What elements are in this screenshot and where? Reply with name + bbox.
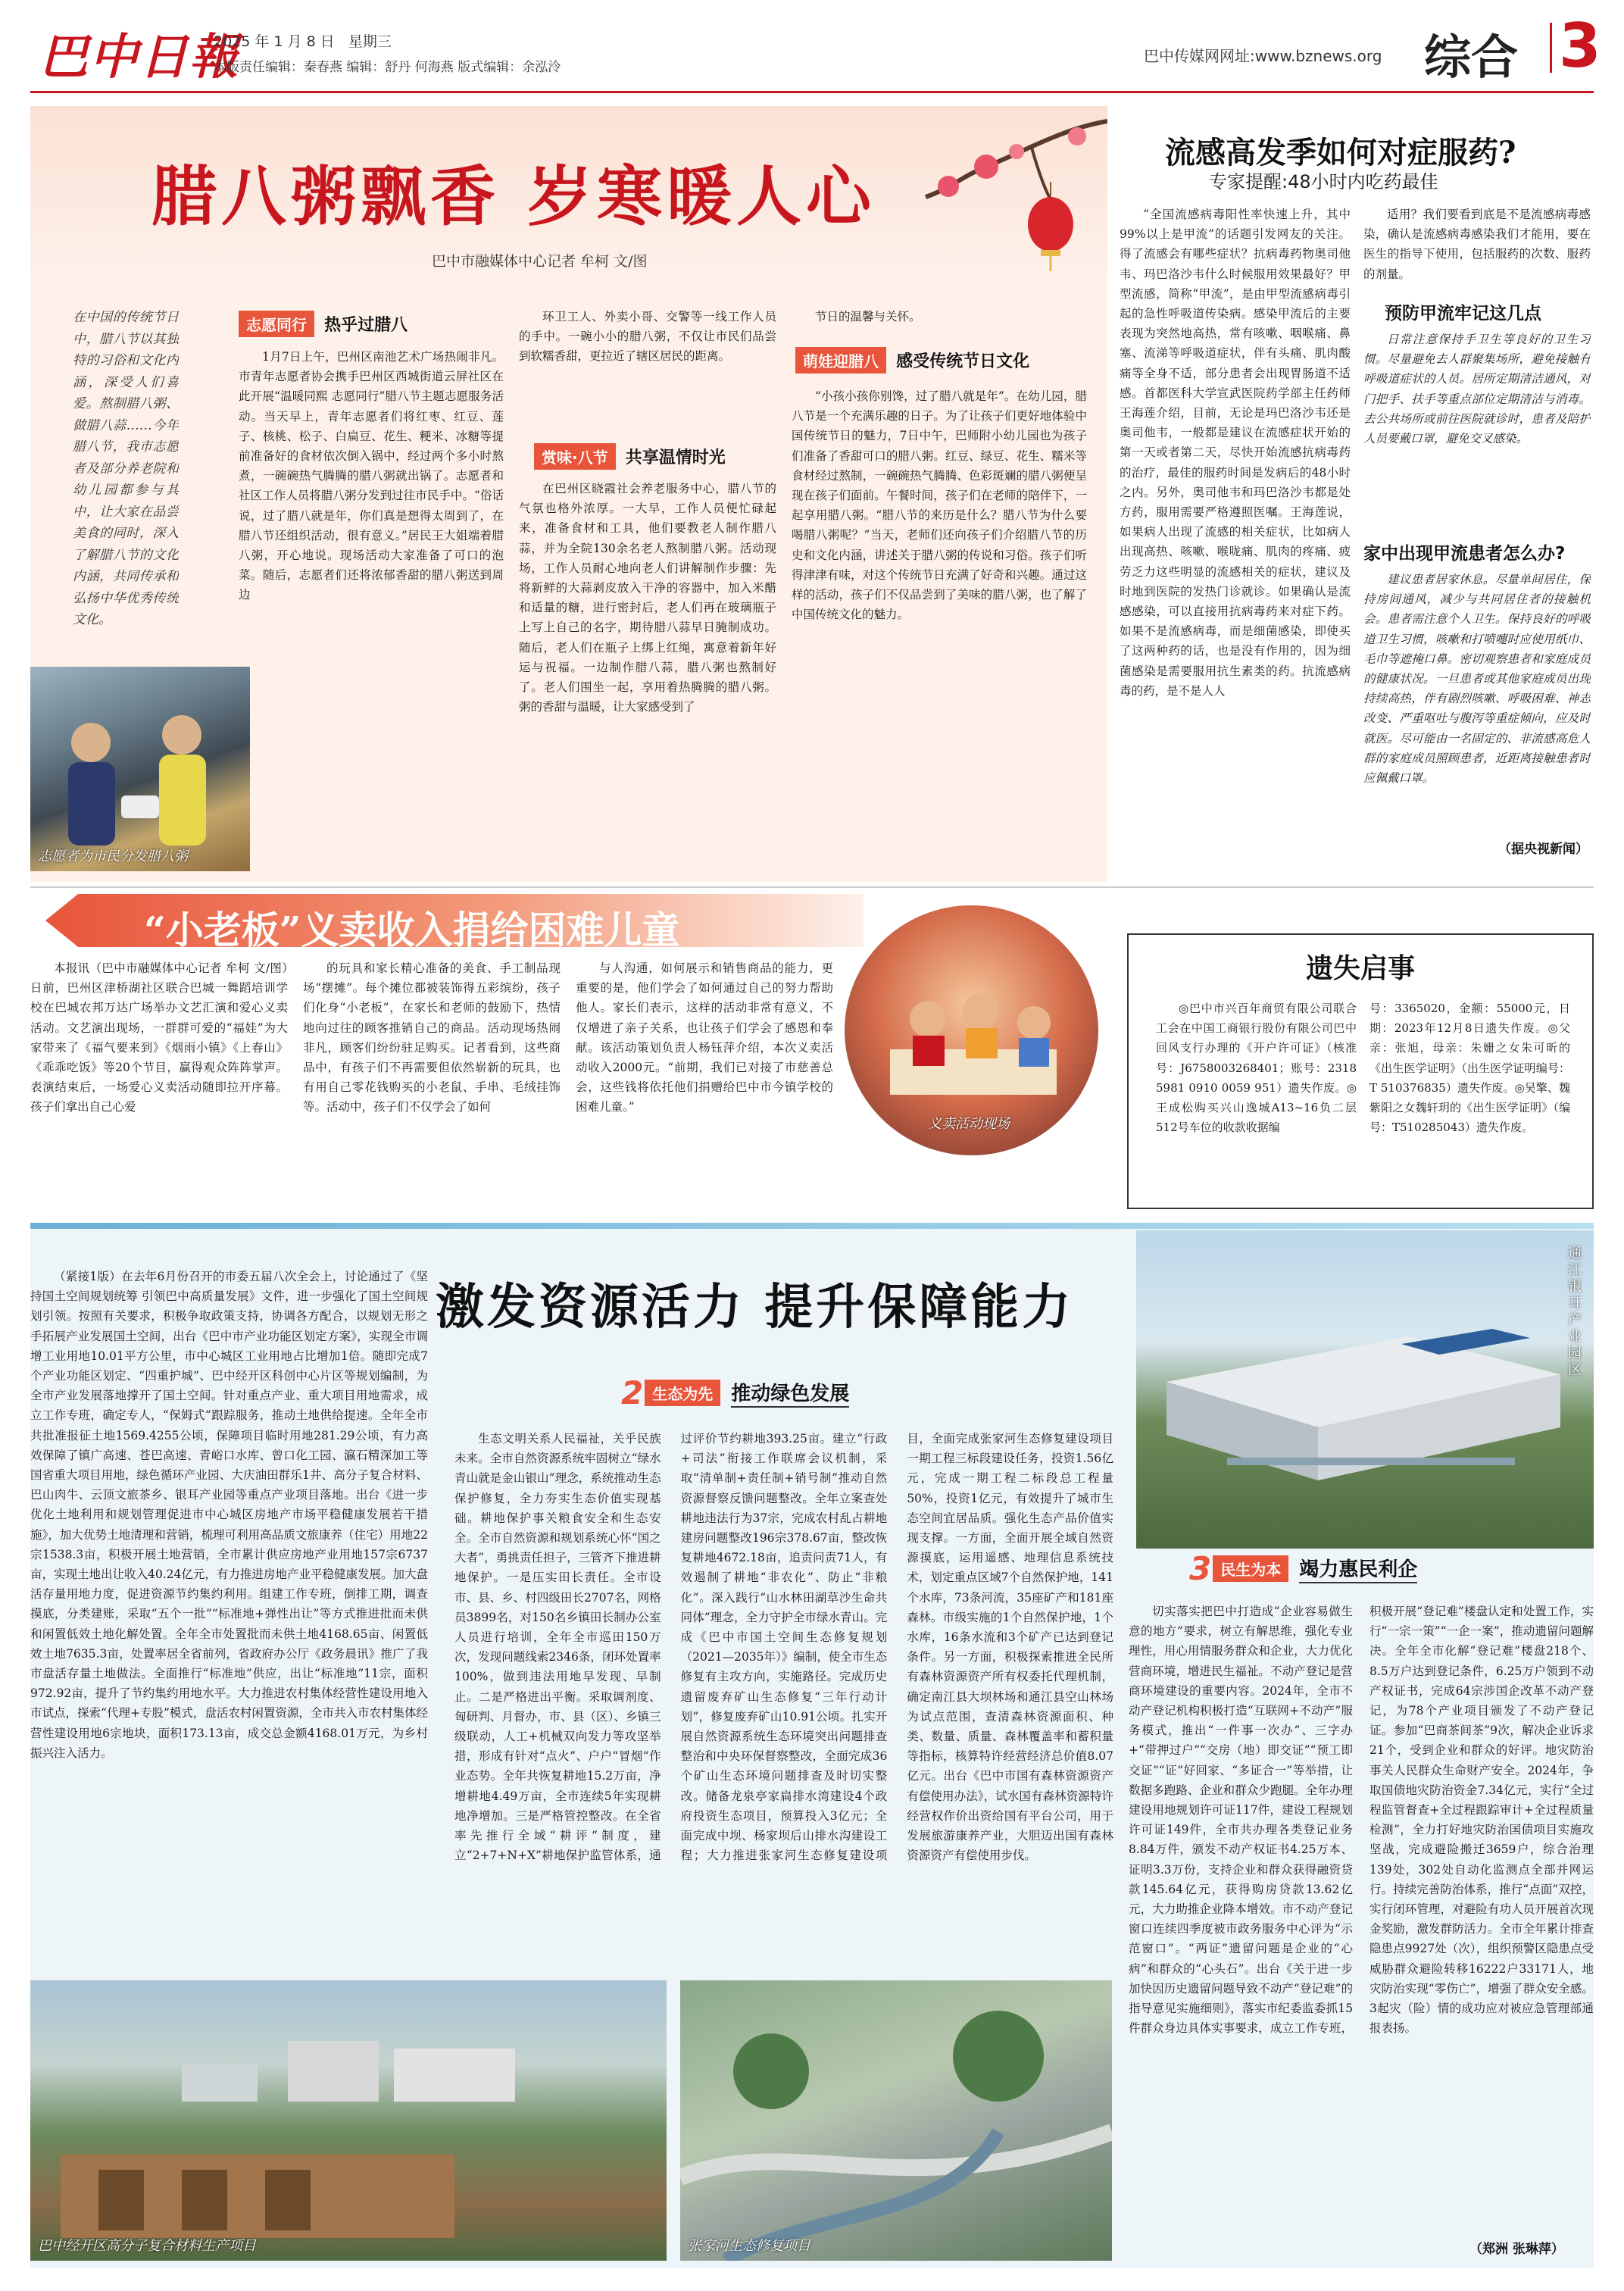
zhangjiahe-photo [680, 1980, 1112, 2261]
polymer-project-photo [30, 1980, 667, 2261]
lost-notice [1127, 933, 1594, 1209]
date-text: 2025 年 1 月 8 日 [214, 33, 335, 50]
laba-sub3-heading [795, 347, 1029, 373]
boss-col1: 本报讯（巴中市融媒体中心记者 牟柯 文/图）日前，巴州区津桥湖社区联合巴城一舞蹈培训学校在巴城农邦万达广场举办文艺汇演和爱心义卖活动。文艺演出现场，一群群可爱的“福娃”为大家带来了《福气要来到》《烟雨小镇》《上春山》《乖乖吃饭》等20个节目，赢得观众阵阵掌声。表演结束后，一场爱心义卖活动随即拉开序幕。孩子们拿出自己心爱 [30, 961, 288, 1114]
resource-col1: （紧接1版）在去年6月份召开的市委五届八次全会上，讨论通过了《坚持国土空间规划统筹 引领巴中高质量发展》文件，进一步强化了国土空间规划引领。按照有关要求，积极争取政策支持，协调各方配合，以规划无形之手拓展产业发展国土空间，出台《巴中市产业功能区划定方案》，实现全市调增工业用地10.01平方公里，市中心城区工业用地占比增加1倍。随即完成7个产业功能区划定、“四重护城”、巴中经开区科创中心片区等规划编制，为全市产业发展落地撑开了国土空间。针对重点产业、重大项目用地需求，成立工作专班，确定专人，“保姆式”跟踪服务，推动土地供给提速。全年全市共批准报征土地1569.4255公顷，保障项目临时用地281.29公顷，有力高效保障了镇广高速、苍巴高速、青峪口水库、曾口化工园、瀛石精深加工等国省重大项目用地，绿色循环产业园、大庆油田群乐1井、高分子复合材料、巴山肉牛、云顶文旅茶乡、银耳产业园等重点产业项目落地。出台《进一步优化土地利用和规划管理促进市中心城区房地产市场平稳健康发展若干措施》，加大优势土地清理和营销，梳理可利用高品质文旅康养（住宅）用地22宗1538.3亩，积极开展土地营销，全市累计供应房地产业用地157宗6737亩，实现土地出让收入40.24亿元，有力推进房地产业平稳健康发展。加大盘活存量用地力度，促进资源节约集约利用。组建工作专班，倒排工期，调查摸底，分类建账，采取“五个一批”“标准地+弹性出让”等方式推进批而未供和闲置低效土地化解处置。全年全市处置批而未供土地4168.65亩、闲置低效土地7635.3亩，处置率居全省前列，省政府办公厅《政务晨讯》推广了我市盘活存量土地做法。全面推行“标准地”供应，出让“标准地”11宗，面积972.92亩，提升了节约集约用地水平。大力推进农村集体经营性建设用地入市试点，探索“代理+专股”模式，盘活农村闲置资源，全市共入市农村集体经营性建设用地6宗地块，面积173.13亩，成交总金额4168.01万元，为乡村振兴注入活力。 [30, 1270, 428, 1760]
polymer-project-caption: 巴中经开区高分子复合材料生产项目 [38, 2238, 256, 2254]
flu-col2c: 建议患者居家休息。尽量单间居住，保持房间通风，减少与共同居住者的接触机会。患者需注意个人卫生。保持良好的呼吸道卫生习惯，咳嗽和打喷嚏时应使用纸巾、毛巾等遮掩口鼻。密切观察患者和家庭成员的健康状况。一旦患者或其他家庭成员出现持续高热，伴有剧烈咳嗽、呼吸困难、神志改变、严重呕吐与腹泻等重症倾向，应及时就医。尽可能由一名固定的、非流感高危人群的家庭成员照顾患者，近距离接触患者时应佩戴口罩。 [1363, 573, 1591, 786]
flu-subtitle: 专家提醒:48小时内吃药最佳 [1209, 171, 1438, 192]
laba-sub1-title: 热乎过腊八 [324, 316, 408, 335]
section-name: 综合 [1424, 30, 1519, 85]
laba-headline: 腊八粥飘香 岁寒暖人心 [151, 158, 876, 235]
lost-col1: ◎巴中市兴百年商贸有限公司联合工会在中国工商银行股份有限公司巴中回风支行办理的《开户许可证》（核准号：J6758003268401；账号：2318 5981 0910 0059 951）遗失作废。◎王成松购买兴山逸城A13~16负二层512号车位的收款收据编 [1156, 1002, 1357, 1135]
editor-credits: 本版责任编辑：秦春燕 编辑：舒丹 何海燕 版式编辑：余泓泠 [214, 60, 561, 75]
laba-sub3-title: 感受传统节日文化 [896, 352, 1030, 371]
resource-sub2-title: 推动绿色发展 [731, 1378, 849, 1408]
flu-subhead-home-care: 家中出现甲流患者怎么办? [1363, 544, 1566, 564]
resource-col2a: 生态文明关系人民福祉，关乎民族未来。全市自然资源系统牢固树立“绿水青山就是金山银山”理念，系统推动生态保护修复，全力夯实生态价值实现基础。耕地保护事关粮食安全和生态安全。全市自然资源和规划系统心怀“国之大者”，勇挑责任担子，三管齐下推进耕地保护。一是压实田长责任。全市设市、县、乡、村四级田长2707名，网格员3899名，对150名乡镇田长制办公室人员进行培训，全年全市巡田150万次，发现问题线索2346条，闭环处置率100%，做到违法用地早发现、早制止。二是严格进出平衡。采取调剂度、匈研判、月督办，市、县（区）、乡镇三级联动，人工+机械双向发力等攻坚举措，形成有针对“点火”、户户“冒烟”作业态势。全年共恢复耕地15.2万亩，净增耕地4.49万亩，全市连续5年实现耕地净增加。三是严格管控整改。在全省率先推行全域“耕评”制度，建立“2+7+N+X”耕地保护监管体系，通过评价节约耕地393.25亩。建立“行政+司法”衔接工作联席会议机制，采取“清单制+责任制+销号制”推动自然资源督察反馈问题整改。全年立案查处耕地违法行为37宗，完成农村乱占耕地建房问题整改196宗378.67亩，整改恢复耕地4672.18亩，追责问责71人，有效遏制了耕地“非农化”、防止“非粮化”。深入践行“山水林田湖草沙生命共同体”理念，全力守护全市绿水青山。完成《巴中市国土空间生态修复规划（2021—2035年）》编制，使全市生态修复有主攻方向，实施路径。完成历史遗留废弃矿山生态修复“三年行动计划”，修复废弃矿山10.91公顷。扎实开展自然资源系统生态环境突出问题排查整治和中央环保督察整改，全面完成36个矿山生态环境问题排查及时切实整改。储备龙泉亭家扁排水湾建设4个政府投资生态项目，预算投入3亿元；全面完成中坝、杨家坝后山排水沟建设工程；大力推进张家河生态修复建设项目，全面完成张家河生态修复建设项目一期工程三标段建设任务，投资1.56亿元，完成一期工程二标段总工程量50%，投资1亿元，有效提升了城市生态空间宜居品质。强化生态产品价值实现支撑。一方面，全面开展全域自然资源摸底，运用遥感、地理信息系统技术，划定重点区域7个自然保护地，141个水库，73条河流，35座矿产和181座森林。市级实施的1个自然保护地，1个水库，16条水流和3个矿产已达到登记条件。另一方面，积极探索推进全民所有森林资源资产所有权委托代理机制，确定南江县大坝林场和通江县空山林场为试点范围，查清森林资源面积、种类、数量、质量、森林覆盖率和蓄积量等指标，核算特许经营经济总价值8.07亿元。出台《巴中市国有森林资源资产有偿使用办法》，试水国有森林资源特许经营权作价出资给国有平台公司，用于发展旅游康养产业，大胆迈出国有森林资源资产有偿使用步伐。 [454, 1432, 1113, 1863]
laba-sub1-tag: 志愿同行 [239, 311, 314, 337]
boss-col3: 与人沟通，如何展示和销售商品的能力，更重要的是，他们学会了如何通过自己的努力帮助他人。家长们表示，这样的活动非常有意义，不仅增进了亲子关系，也让孩子们学会了感恩和奉献。该活动策划负责人杨钰萍介绍，本次义卖活动收入2000元。“前期，我们已对接了市慈善总会，这些钱将依托他们捐赠给巴中市今镇学校的困难儿童。” [576, 961, 833, 1114]
weekday-text: 星期三 [348, 33, 392, 50]
industrial-park-photo [1136, 1230, 1594, 1549]
resource-top-rule [30, 1223, 1594, 1229]
flu-source: （据央视新闻） [1498, 842, 1588, 857]
flu-headline: 流感高发季如何对症服药? [1165, 135, 1516, 170]
resource-sub3-heading [1189, 1550, 1417, 1587]
construction-site-illustration [30, 1980, 667, 2261]
resource-byline: （郑洲 张琳萍） [1469, 2242, 1564, 2257]
newspaper-logo: 巴中日報 [39, 29, 239, 86]
laba-col3b: “小孩小孩你别馋，过了腊八就是年”。在幼儿园，腊八节是一个充满乐趣的日子。为了让孩子们更好地体验中国传统节日的魅力，7日中午，巴师附小幼儿园也为孩子们准备了香甜可口的腊八粥。红豆、绿豆、花生、糯米等食材经过熬制，一碗碗热气腾腾、色彩斑斓的腊八粥便呈现在孩子们面前。午餐时间，孩子们在老师的陪伴下，一起享用腊八粥。“腊八节的来历是什么？腊八节为什么要喝腊八粥呢？”当天，老师们还向孩子们介绍腊八节的历史和文化内涵，讲述关于腊八粥的传说和习俗。孩子们听得津津有味，对这个传统节日充满了好奇和兴趣。通过这样的活动，孩子们不仅品尝到了美味的腊八粥，也了解了中国传统文化的魅力。 [792, 389, 1087, 622]
boss-photo-caption: 义卖活动现场 [928, 1116, 1010, 1132]
flu-col2: 适用？我们要看到底是不是流感病毒感染，确认是流感病毒感染我们才能用，要在医生的指导下使用，包括服药的次数、服药的剂量。 [1363, 208, 1591, 281]
laba-sub2-tag: 赏味·八节 [534, 443, 616, 470]
boss-article [30, 894, 1113, 1212]
park-vertical-label: 通江银耳产业园区 [1568, 1246, 1582, 1378]
laba-sub2-title: 共享温情时光 [625, 449, 726, 467]
lost-col2: 号：3365020，金额：55000元，日期：2023年12月8日遗失作废。◎父亲：张旭，母亲：朱姗之女朱可昕的《出生医学证明》（出生医学证明编号：T 510376835）遗失作废。◎吴擎、魏紫阳之女魏轩玥的《出生医学证明》（编号：T510285043）遗失作废。 [1369, 1002, 1570, 1135]
laba-photo-caption: 志愿者为市民分发腊八粥 [38, 849, 188, 864]
laba-photo [30, 667, 250, 871]
resource-sub3-title: 竭力惠民利企 [1299, 1554, 1417, 1583]
laba-sub2-heading [534, 443, 726, 470]
issue-date [214, 30, 392, 51]
flu-subhead-prevention: 预防甲流牢记这几点 [1385, 304, 1541, 323]
page-number: 3 [1559, 11, 1601, 81]
flu-article [1120, 106, 1594, 864]
section-divider [1550, 23, 1552, 73]
laba-col3a: 节日的温馨与关怀。 [815, 310, 921, 323]
laba-intro: 在中国的传统节日中，腊八节以其独特的习俗和文化内涵，深受人们喜爱。熬制腊八粥、做腊八蒜……今年腊八节，我市志愿者及部分养老院和幼儿园都参与其中，让大家在品尝美食的同时，深入了解腊八节的文化内涵，共同传承和弘扬中华优秀传统文化。 [73, 310, 179, 627]
boss-photo [845, 905, 1098, 1155]
mid-rule [30, 886, 1594, 888]
boss-headline: “小老板”义卖收入捐给困难儿童 [144, 908, 680, 952]
resource-headline: 激发资源活力 提升保障能力 [436, 1279, 1074, 1336]
laba-byline: 巴中市融媒体中心记者 牟柯 文/图 [432, 253, 648, 270]
resource-sub2-number: 2 [621, 1374, 644, 1411]
masthead [0, 0, 1624, 91]
lantern-decoration [1024, 182, 1077, 273]
resource-sub3-tag: 民生为本 [1213, 1555, 1288, 1582]
lost-notice-title: 遗失启事 [1305, 953, 1415, 984]
laba-article [30, 106, 1107, 882]
laba-sub1-heading [239, 311, 408, 337]
laba-col2a: 环卫工人、外卖小哥、交警等一线工作人员的手中。一碗小小的腊八粥，不仅让市民们品尝到软糯香甜，更拉近了辖区居民的距离。 [519, 310, 776, 364]
laba-sub3-tag: 萌娃迎腊八 [795, 347, 886, 373]
resource-sub2-heading [621, 1374, 849, 1411]
resource-col3: 切实落实把巴中打造成“企业容易做生意的地方”要求，树立有解思维，强化专业理性，用心用情服务群众和企业，大力优化营商环境，增进民生福祉。不动产登记是营商环境建设的重要内容。2024年，全市不动产登记机构积极打造“互联网+不动产”服务模式，推出“一件事一次办”、三字办+“带押过户”“交房（地）即交证”“预工即交证”“证”好回家、“多证合一”等举措，让数据多跑路、企业和群众少跑腿。全年办理建设用地规划许可证117件，建设工程规划许可证149件，全市共办理各类登记业务8.84万件，颁发不动产权证书4.25万本、证明3.3万份，支持企业和群众获得融资贷款145.64亿元，获得购房贷款13.62亿元，大力助推企业降本增效。市不动产登记窗口连续四季度被市政务服务中心评为“示范窗口”。“两证”遗留问题是企业的“心病”和群众的“心头石”。出台《关于进一步加快因历史遗留问题导致不动产“登记难”的指导意见实施细则》，落实市纪委监委抓15件群众身边具体实事要求，成立工作专班，积极开展“登记难”楼盘认定和处置工作，实行“一宗一策”“一企一案”，推动遗留问题解决。全年全市化解“登记难”楼盘218个、8.5万户达到登记条件，6.25万户领到不动产权证书，完成64宗涉国企改革不动产登记，为78个产业项目颁发了不动产登记证。参加“巴商茶间茶”9次，解决企业诉求21个，受到企业和群众的好评。地灾防治事关人民群众生命财产安全。2024年，争取国债地灾防治资金7.34亿元，实行“全过程监管督查+全过程跟踪审计+全过程质量检测”，全力打好地灾防治国债项目实施攻坚战，完成避险搬迁3659户，综合治理139处，302处自动化监测点全部并网运行。持续完善防治体系，推行“点面”双控，实行闭环管理，对避险有功人员开展首次现金奖励，激发群防活力。全市全年累计排查隐患点9927处（次），组织预警区隐患点受威胁群众避险转移16222户33171人，地灾防治实现“零伤亡”，增强了群众安全感。3起灾（险）情的成功应对被应急管理部通报表扬。 [1129, 1605, 1594, 2036]
ecological-restoration-illustration [680, 1980, 1112, 2261]
zhangjiahe-caption: 张家河生态修复项目 [688, 2238, 810, 2254]
boss-col2: 的玩具和家长精心准备的美食、手工制品现场“摆摊”。每个摊位都被装饰得五彩缤纷，孩子们化身“小老板”，在家长和老师的鼓励下，热情地向过往的顾客推销自己的商品。活动现场热闹非凡，顾客们纷纷驻足购买。记者看到，这些商品中，有孩子们不再需要但依然崭新的玩具，也有用自己零花钱购买的小老鼠、手串、毛绒挂饰等。活动中，孩子们不仅学会了如何 [303, 961, 561, 1114]
laba-header-band [30, 106, 1107, 277]
volunteer-figures-illustration [30, 667, 250, 871]
masthead-rule [30, 91, 1594, 93]
industrial-park-illustration [1136, 1230, 1594, 1549]
flu-col1: “全国流感病毒阳性率快速上升，其中99%以上是甲流”的话题引发网友的关注。得了流感会有哪些症状？抗病毒药物奥司他韦、玛巴洛沙韦什么时候服用效果最好？甲型流感，简称“甲流”，是由甲型流感病毒引起的急性呼吸道传染病。感染甲流后的主要表现为突然地高热，常有咳嗽、咽喉痛、鼻塞、流涕等呼吸道症状，伴有头痛、肌肉酸痛等全身不适，部分患者会出现胃肠道不适感。首都医科大学宣武医院药学部主任药师王海莲介绍，目前，无论是玛巴洛沙韦还是奥司他韦，一般都是建议在流感症状开始的第一天或者第二天，尽快开始流感抗病毒药的治疗，最佳的服药时间是发病后的48小时之内。另外，奥司他韦和玛巴洛沙韦都是处方药，服用需要严格遵照医嘱。王海莲说，如果病人出现了流感的相关症状，比如病人出现高热、咳嗽、喉咙痛、肌肉的疼痛、疲劳乏力这些明显的流感相关的症状，建议及时地到医院的发热门诊就诊。如果确认是流感感染，可以直接用抗病毒药来对症下药。如果不是流感病毒，而是细菌感染，即使买了这两种药的话，也是没有作用的，因为细菌感染是需要服用抗生素类的药。抗流感病毒的药，是不是人人 [1120, 208, 1351, 698]
resource-sub2-tag: 生态为先 [645, 1380, 720, 1406]
resource-article [30, 1223, 1594, 2268]
flu-col2b: 日常注意保持手卫生等良好的卫生习惯。尽量避免去人群聚集场所，避免接触有呼吸道症状的人员。居所定期清洁通风，对门把手、扶手等重点部位定期清洁与消毒。去公共场所或前往医院就诊时，患者及陪护人员要戴口罩，避免交叉感染。 [1363, 333, 1591, 446]
resource-sub3-number: 3 [1189, 1550, 1212, 1587]
website-address: 巴中传媒网网址:www.bznews.org [1144, 47, 1382, 65]
laba-col2b: 在巴州区晓霞社会养老服务中心，腊八节的气氛也格外浓厚。一大早，工作人员便忙碌起来，准备食材和工具，他们要教老人制作腊八蒜，并为全院130余名老人熬制腊八粥。活动现场，工作人员耐心地向老人们讲解制作步骤：先将新鲜的大蒜剥皮放入干净的容器中，加入米醋和适量的糖，进行密封后，老人们再在玻璃瓶子上写上自己的名字，期待腊八蒜早日腌制成功。随后，老人们在瓶子上绑上红绳，寓意着新年好运与祝福。一边制作腊八蒜，腊八粥也熬制好了。老人们围坐一起，享用着热腾腾的腊八粥。粥的香甜与温暖，让大家感受到了 [519, 482, 776, 714]
laba-col1: 1月7日上午，巴州区南池艺术广场热闹非凡。市青年志愿者协会携手巴州区西城街道云屏社区在此开展“温暖同熙 志愿同行”腊八节主题志愿服务活动。当天早上，青年志愿者们将红枣、红豆、莲子、核桃、松子、白扁豆、花生、粳米、冰糖等提前准备好的食材依次倒入锅中，经过两个多小时熬煮，一碗碗热气腾腾的腊八粥就出锅了。志愿者和社区工作人员将腊八粥分发到过往市民手中。“俗话说，过了腊八就是年，你们真是想得太周到了，在腊八节还组织活动，很有意义。”居民王大姐端着腊八粥，开心地说。现场活动大家准备了可口的泡菜。随后，志愿者们还将浓郁香甜的腊八粥送到周边 [239, 350, 504, 602]
